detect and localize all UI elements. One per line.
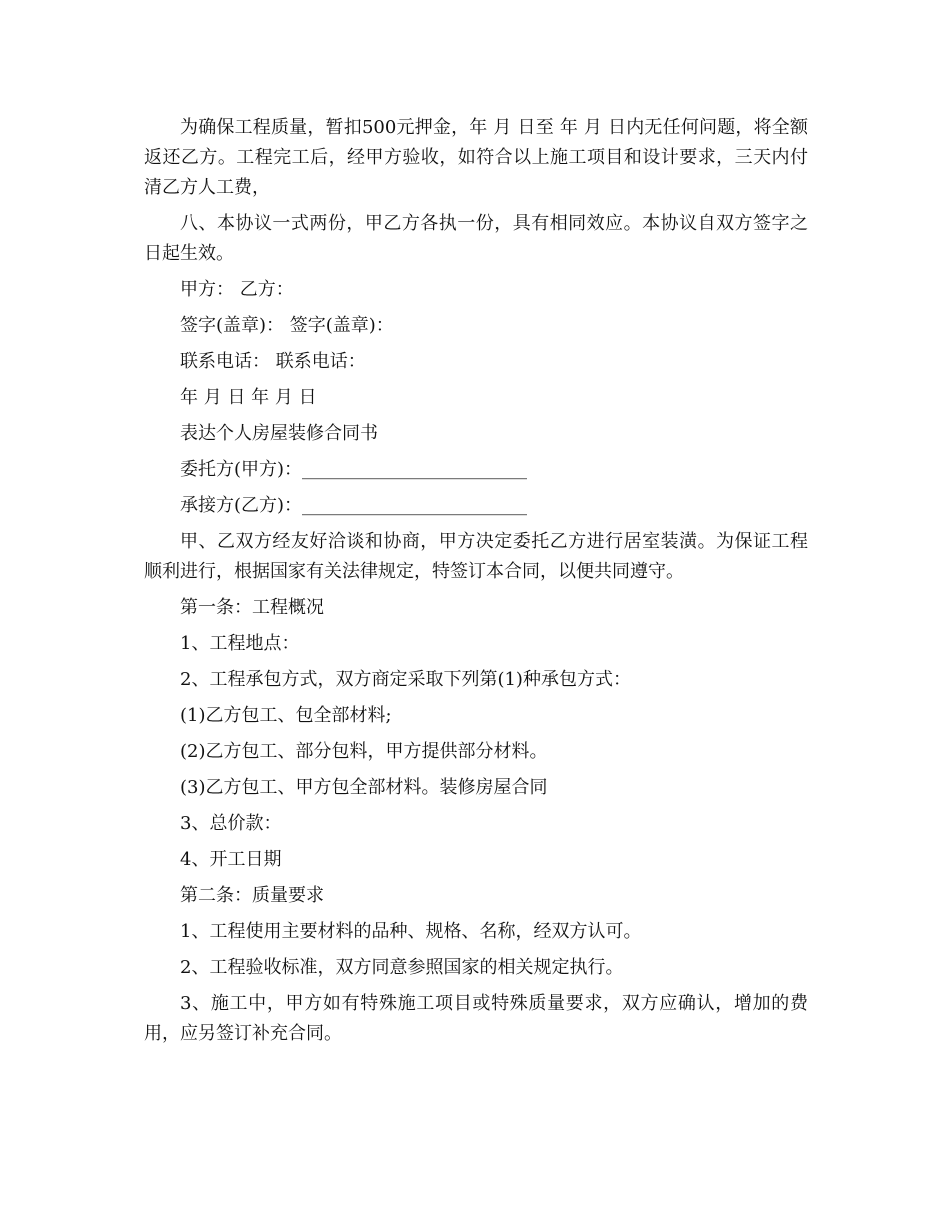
- paragraph-deposit-terms: 为确保工程质量，暂扣500元押金，年 月 日至 年 月 日内无任何问题，将全额返还乙方。工程完工后，经甲方验收，如符合以上施工项目和设计要求，三天内付清乙方人工费，: [144, 117, 808, 198]
- heading-article-two: 第二条：质量要求: [180, 885, 324, 906]
- paragraph-preamble: 甲、乙双方经友好洽谈和协商，甲方决定委托乙方进行居室装潢。为保证工程顺利进行，根据国家有关法律规定，特签订本合同，以便共同遵守。: [144, 531, 808, 582]
- heading-article-one: 第一条：工程概况: [180, 597, 324, 618]
- list-item: 3、施工中，甲方如有特殊施工项目或特殊质量要求，双方应确认，增加的费用，应另签订补充合同。: [144, 993, 808, 1044]
- paragraph-clause-eight: 八、本协议一式两份，甲乙方各执一份，具有相同效应。本协议自双方签字之日起生效。: [144, 213, 808, 264]
- document-body: [144, 113, 808, 1055]
- list-item: (3)乙方包工、甲方包全部材料。装修房屋合同: [180, 777, 548, 798]
- list-item: 2、工程承包方式，双方商定采取下列第(1)种承包方式：: [180, 669, 631, 690]
- paragraph-signatures: 签字(盖章)： 签字(盖章)：: [180, 315, 394, 336]
- list-item: (2)乙方包工、部分包料，甲方提供部分材料。: [180, 741, 548, 762]
- list-item: 1、工程使用主要材料的品种、规格、名称，经双方认可。: [180, 921, 642, 942]
- paragraph-dates: 年 月 日 年 月 日: [180, 387, 317, 408]
- list-item: 2、工程验收标准，双方同意参照国家的相关规定执行。: [180, 957, 624, 978]
- paragraph-party-names: 甲方： 乙方：: [180, 279, 294, 300]
- document-title: 表达个人房屋装修合同书: [180, 423, 378, 444]
- list-item: (1)乙方包工、包全部材料;: [180, 705, 392, 726]
- paragraph-contractor-party: 承接方(乙方)：_________________________: [180, 495, 528, 516]
- list-item: 1、工程地点：: [180, 633, 300, 654]
- paragraph-client-party: 委托方(甲方)：_________________________: [180, 459, 528, 480]
- list-item: 4、开工日期: [180, 849, 282, 870]
- paragraph-phone: 联系电话： 联系电话：: [180, 351, 366, 372]
- list-item: 3、总价款：: [180, 813, 282, 834]
